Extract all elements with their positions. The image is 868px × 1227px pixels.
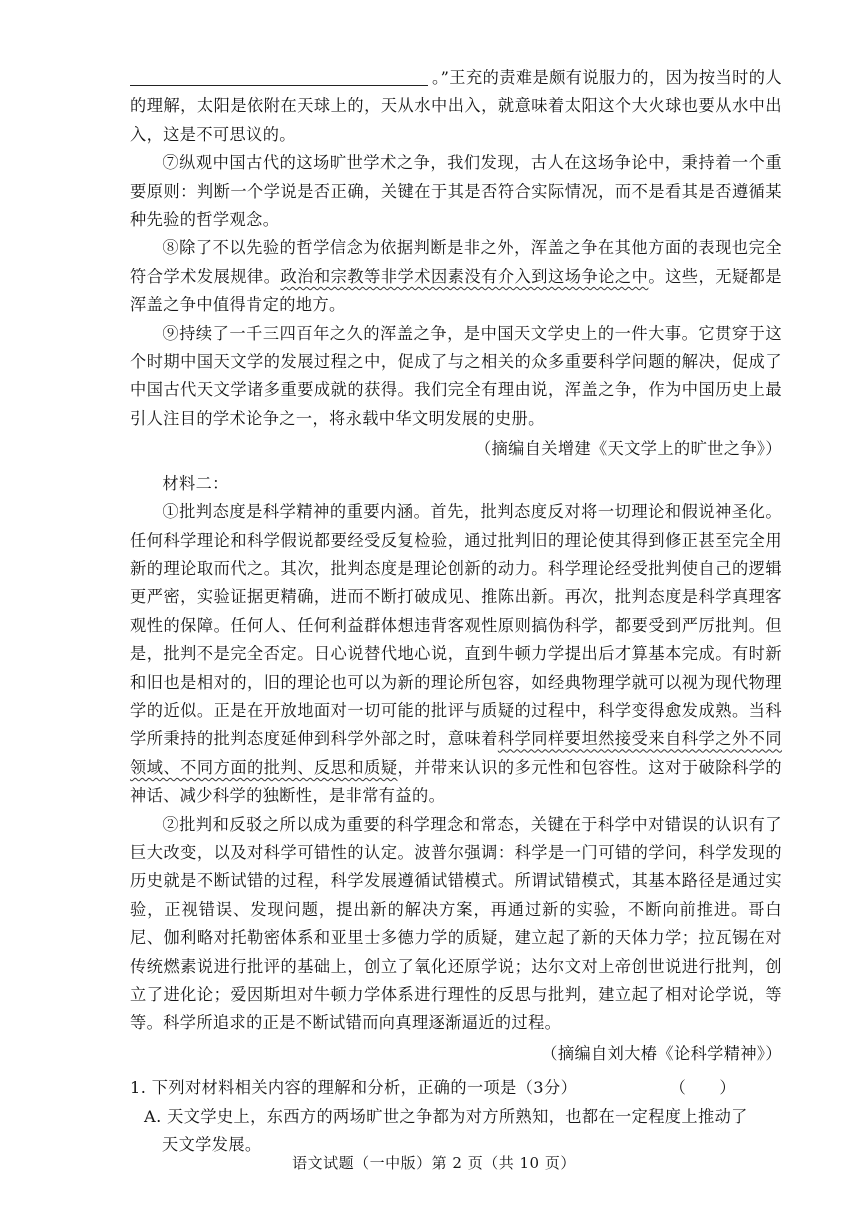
question-stem-row xyxy=(130,1074,782,1102)
material-2-paragraph-1 xyxy=(130,498,782,810)
wavy-underlined-sentence-2: 科学同样要坦然接受来自科学之外不同领域、不同方面的批判、反思和质疑 xyxy=(130,729,782,777)
m2-p1-text-a: ①批判态度是科学精神的重要内涵。首先，批判态度反对将一切理论和假说神圣化。任何科学理论和科学假说都要经受反复检验，通过批判旧的理论使其得到修正甚至完全用新的理论取而代之。其次，批判态度是理论创新的动力。科学理论经受批判使自己的逻辑更严密，实验证据更精确，进而不断打破成见、推陈出新。再次，批判态度是科学真理客观性的保障。任何人、任何利益群体想违背客观性原则搞伪科学，都要受到严厉批判。但是，批判不是完全否定。日心说替代地心说，直到牛顿力学提出后才算基本完成。有时新和旧也是相对的，旧的理论也可以为新的理论所包容，如经典物理学就可以视为现代物理学的近似。正是在开放地面对一切可能的批评与质疑的过程中，科学变得愈发成熟。当科学所秉持的批判态度延伸到科学外部之时，意味着 xyxy=(130,502,782,749)
option-a xyxy=(130,1103,782,1160)
answer-blank xyxy=(130,67,428,86)
paragraph-8-text-b: 。这些，无疑都是浑盖之争中值得肯定的地方。 xyxy=(130,266,782,315)
material-2-heading: 材料二： xyxy=(162,473,229,493)
document-page xyxy=(130,64,782,1159)
paragraph-continuation xyxy=(130,64,782,149)
material-2-paragraph-2: ②批判和反驳之所以成为重要的科学理念和常态，关键在于科学中对错误的认识有了巨大改变，以及对科学可错性的认定。波普尔强调：科学是一门可错的学问，科学发现的历史就是不断试错的过程，科学发展遵循试错模式。所谓试错模式，其基本路径是通过实验，正视错误、发现问题，提出新的解决方案，再通过新的实验，不断向前推进。哥白尼、伽利略对托勒密体系和亚里士多德力学的质疑，建立起了新的天体力学；拉瓦锡在对传统燃素说进行批评的基础上，创立了氧化还原学说；达尔文对上帝创世说进行批判，创立了进化论；爱因斯坦对牛顿力学体系进行理性的反思与批判，建立起了相对论学说，等等。科学所追求的正是不断试错而向真理逐渐逼近的过程。 xyxy=(130,814,782,1033)
paragraph-9: ⑨持续了一千三四百年之久的浑盖之争，是中国天文学史上的一件大事。它贯穿于这个时期中国天文学的发展过程之中，促成了与之相关的众多重要科学问题的解决，促成了中国古代天文学诸多重要成就的获得。我们完全有理由说，浑盖之争，作为中国历史上最引人注目的学术论争之一，将永载中华文明发展的史册。 xyxy=(130,323,782,428)
question-stem: 1. 下列对材料相关内容的理解和分析，正确的一项是（3分） xyxy=(130,1078,578,1098)
source-citation-2: （摘编自刘大椿《论科学精神》） xyxy=(541,1043,782,1063)
option-a-line-1: A. 天文学史上，东西方的两场旷世之争都为对方所熟知，也都在一定程度上推动了 xyxy=(144,1106,748,1126)
continuation-text: 。”王充的责难是颇有说服力的，因为按当时的人的理解，太阳是依附在天球上的，天从水中出入，就意味着太阳这个大火球也要从水中出入，这是不可思议的。 xyxy=(130,68,782,144)
question-1 xyxy=(130,1074,782,1159)
page-footer: 语文试题（一中版）第 2 页（共 10 页） xyxy=(292,1154,576,1172)
paragraph-8 xyxy=(130,234,782,319)
paragraph-7: ⑦纵观中国古代的这场旷世学术之争，我们发现，古人在这场争论中，秉持着一个重要原则：判断一个学说是否正确，关键在于其是否符合实际情况，而不是看其是否遵循某种先验的哲学观念。 xyxy=(130,153,782,230)
source-citation-1: （摘编自关增建《天文学上的旷世之争》） xyxy=(474,439,782,459)
answer-parentheses: （ ） xyxy=(669,1078,736,1098)
wavy-underlined-sentence-1: 政治和宗教等非学术因素没有介入到这场争论之中 xyxy=(280,266,649,286)
option-a-line-2: 天文学发展。 xyxy=(162,1135,262,1155)
m2-p1-text-b: ，并带来认识的多元性和包容性。这对于破除科学的神话、减少科学的独断性，是非常有益的。 xyxy=(130,757,782,806)
paragraph-8-text-a: ⑧除了不以先验的哲学信念为依据判断是非之外，浑盖之争在其他方面的表现也完全符合学术发展规律。 xyxy=(130,238,782,286)
